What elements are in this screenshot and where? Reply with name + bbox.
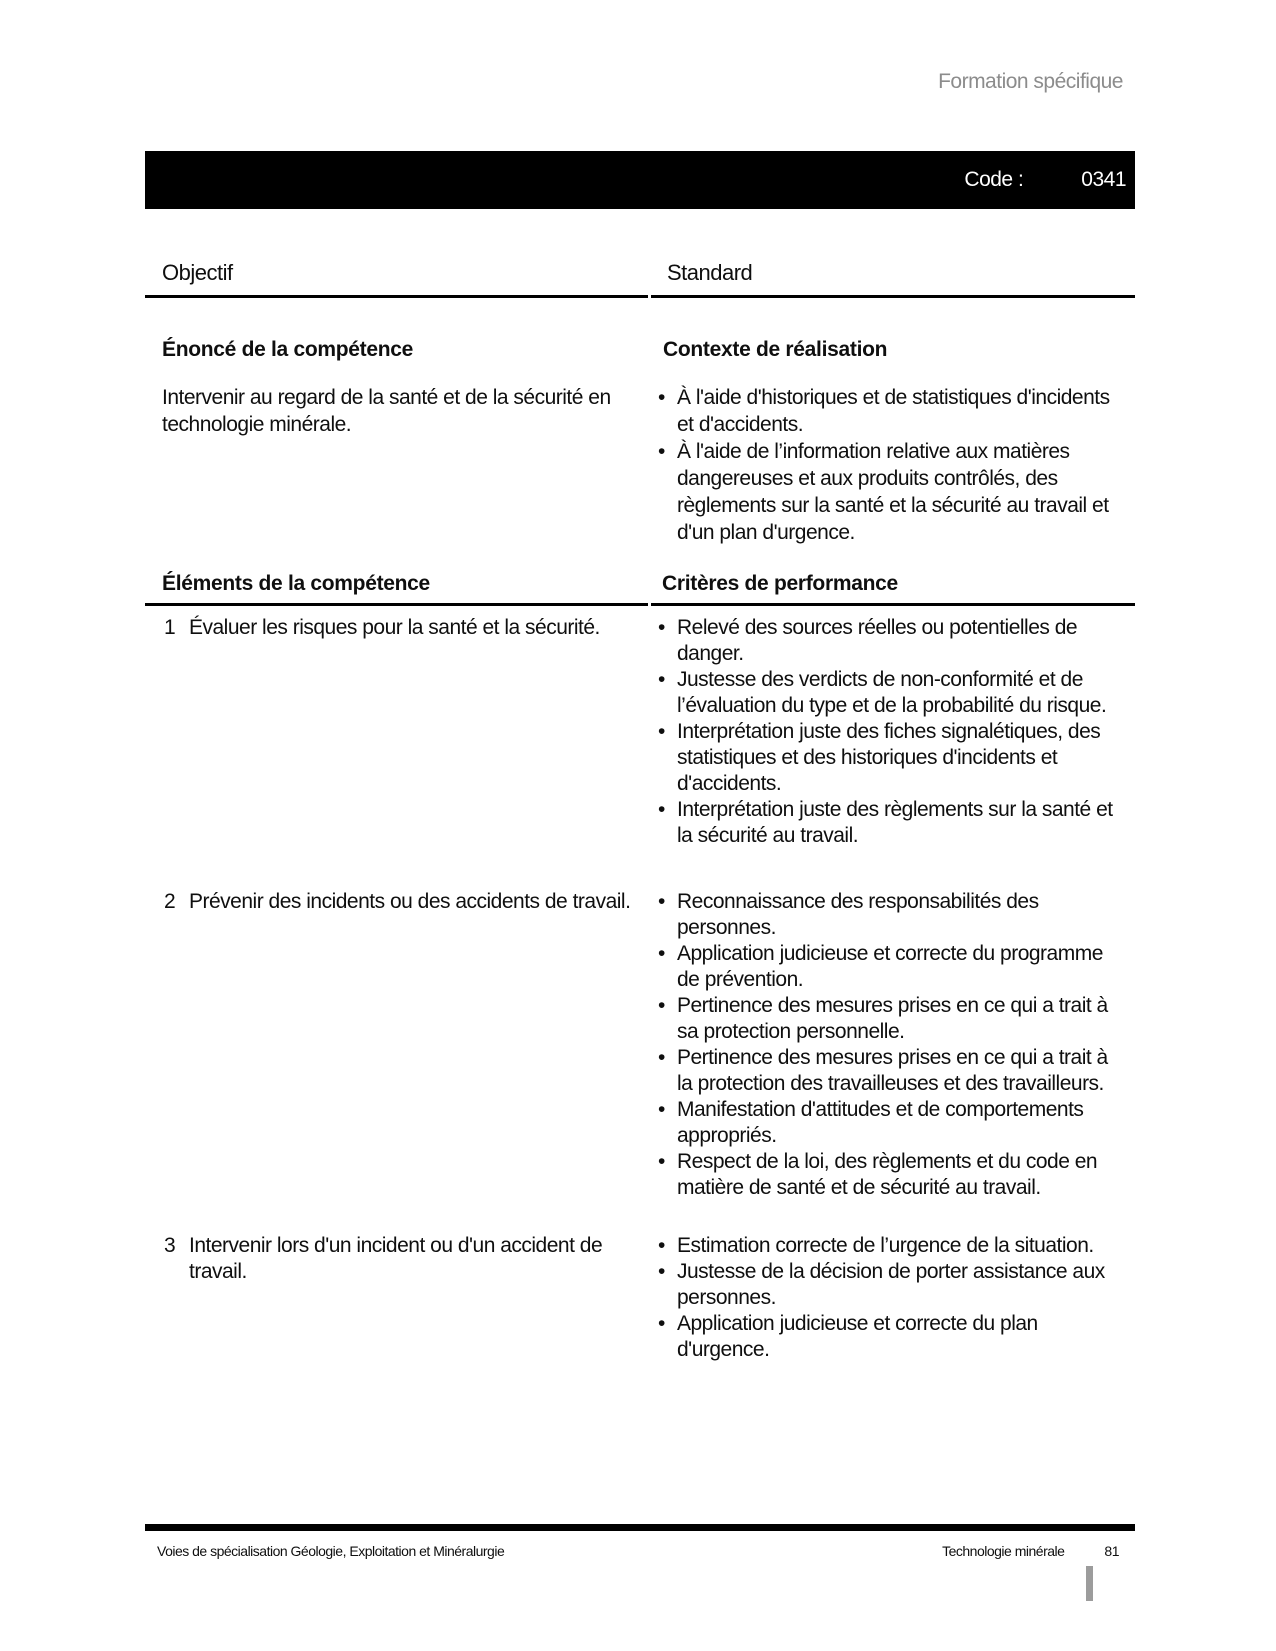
bullet-text: Justesse de la décision de porter assistance aux personnes.	[677, 1260, 1105, 1309]
criteria-cell	[651, 1233, 1135, 1363]
competence-section	[145, 336, 1135, 546]
bullet-icon: •	[658, 1046, 665, 1069]
bullet-text: Reconnaissance des responsabilités des personnes.	[677, 890, 1039, 939]
bullet-item	[651, 384, 1135, 438]
column-headers	[145, 259, 1135, 298]
bullet-text: Justesse des verdicts de non-conformité et de l’évaluation du type et de la probabilité du risque.	[677, 668, 1107, 717]
bullet-text: Estimation correcte de l’urgence de la situation.	[677, 1234, 1094, 1257]
bullet-item	[651, 1149, 1135, 1201]
bullet-text: Application judicieuse et correcte du plan d'urgence.	[677, 1312, 1038, 1361]
bullet-item	[651, 1259, 1135, 1311]
bullet-icon: •	[658, 994, 665, 1017]
bullet-item	[651, 797, 1135, 849]
bullet-text: À l'aide d'historiques et de statistiques d'incidents et d'accidents.	[677, 386, 1110, 436]
page-number: 81	[1104, 1543, 1119, 1559]
bullet-text: Relevé des sources réelles ou potentielles de danger.	[677, 616, 1078, 665]
criteria-bullets	[651, 615, 1135, 849]
bullet-item	[651, 889, 1135, 941]
footer-gray-marker	[1086, 1566, 1093, 1601]
criteria-bullets	[651, 889, 1135, 1201]
bullet-text: Interprétation juste des fiches signalétiques, des statistiques et des historiques d'incidents et d'accidents.	[677, 720, 1101, 795]
bullet-item	[651, 615, 1135, 667]
element-text: Prévenir des incidents ou des accidents de travail.	[189, 890, 631, 913]
element-row-1	[145, 615, 1135, 849]
criteria-bullets	[651, 1233, 1135, 1363]
enonce-body: Intervenir au regard de la santé et de la sécurité en technologie minérale.	[162, 386, 611, 436]
footer-right-group	[942, 1541, 1119, 1561]
bullet-item	[651, 667, 1135, 719]
bullet-item	[651, 1233, 1135, 1259]
code-bar	[145, 151, 1135, 209]
element-cell	[145, 1233, 648, 1285]
bullet-item	[651, 1097, 1135, 1149]
bullet-icon: •	[658, 668, 665, 691]
bullet-icon: •	[658, 890, 665, 913]
bullet-icon: •	[658, 720, 665, 743]
element-cell	[145, 889, 648, 915]
element-text: Intervenir lors d'un incident ou d'un accident de travail.	[189, 1234, 603, 1283]
enonce-cell	[145, 336, 648, 438]
element-number: 2	[164, 890, 176, 913]
objectif-header: Objectif	[145, 259, 648, 298]
elements-header: Éléments de la compétence	[145, 570, 648, 606]
bullet-text: Respect de la loi, des règlements et du code en matière de santé et de sécurité au travail.	[677, 1150, 1098, 1199]
bullet-icon: •	[658, 1260, 665, 1283]
footer-left-text: Voies de spécialisation Géologie, Exploitation et Minéralurgie	[157, 1543, 505, 1559]
bullet-icon: •	[658, 616, 665, 639]
bullet-item	[651, 1045, 1135, 1097]
bullet-text: À l'aide de l’information relative aux matières dangereuses et aux produits contrôlés, des règlements sur la santé et la sécurité au travail et d'un plan d'urgence.	[677, 440, 1109, 544]
bullet-text: Pertinence des mesures prises en ce qui a trait à sa protection personnelle.	[677, 994, 1108, 1043]
element-text: Évaluer les risques pour la santé et la sécurité.	[189, 616, 600, 639]
code-value: 0341	[1081, 168, 1126, 191]
element-cell	[145, 615, 648, 641]
code-label: Code :	[964, 168, 1024, 191]
bullet-icon: •	[658, 1234, 665, 1257]
bullet-icon: •	[658, 440, 665, 463]
enonce-title: Énoncé de la compétence	[162, 338, 414, 361]
bullet-item	[651, 719, 1135, 797]
bullet-icon: •	[658, 942, 665, 965]
element-number: 3	[164, 1234, 176, 1257]
criteria-cell	[651, 615, 1135, 849]
running-header: Formation spécifique	[938, 70, 1123, 93]
standard-header: Standard	[651, 259, 1135, 298]
bullet-icon: •	[658, 1098, 665, 1121]
bullet-item	[651, 993, 1135, 1045]
criteres-header: Critères de performance	[651, 570, 1135, 606]
bullet-icon: •	[658, 798, 665, 821]
contexte-bullets	[651, 384, 1135, 546]
elements-criteria-headers	[145, 570, 1135, 606]
bullet-text: Application judicieuse et correcte du programme de prévention.	[677, 942, 1103, 991]
criteria-cell	[651, 889, 1135, 1201]
footer-doc-name: Technologie minérale	[942, 1543, 1065, 1559]
bullet-item	[651, 438, 1135, 546]
element-row-3	[145, 1233, 1135, 1363]
bullet-item	[651, 1311, 1135, 1363]
bullet-icon: •	[658, 1312, 665, 1335]
bullet-icon: •	[658, 386, 665, 409]
bullet-text: Interprétation juste des règlements sur la santé et la sécurité au travail.	[677, 798, 1113, 847]
bullet-icon: •	[658, 1150, 665, 1173]
bullet-item	[651, 941, 1135, 993]
footer-rule	[145, 1524, 1135, 1531]
element-row-2	[145, 889, 1135, 1201]
bullet-text: Pertinence des mesures prises en ce qui a trait à la protection des travailleuses et des travailleurs.	[677, 1046, 1108, 1095]
contexte-cell	[651, 336, 1135, 546]
element-number: 1	[164, 616, 176, 639]
contexte-title: Contexte de réalisation	[663, 338, 888, 361]
footer	[145, 1541, 1135, 1561]
bullet-text: Manifestation d'attitudes et de comportements appropriés.	[677, 1098, 1084, 1147]
